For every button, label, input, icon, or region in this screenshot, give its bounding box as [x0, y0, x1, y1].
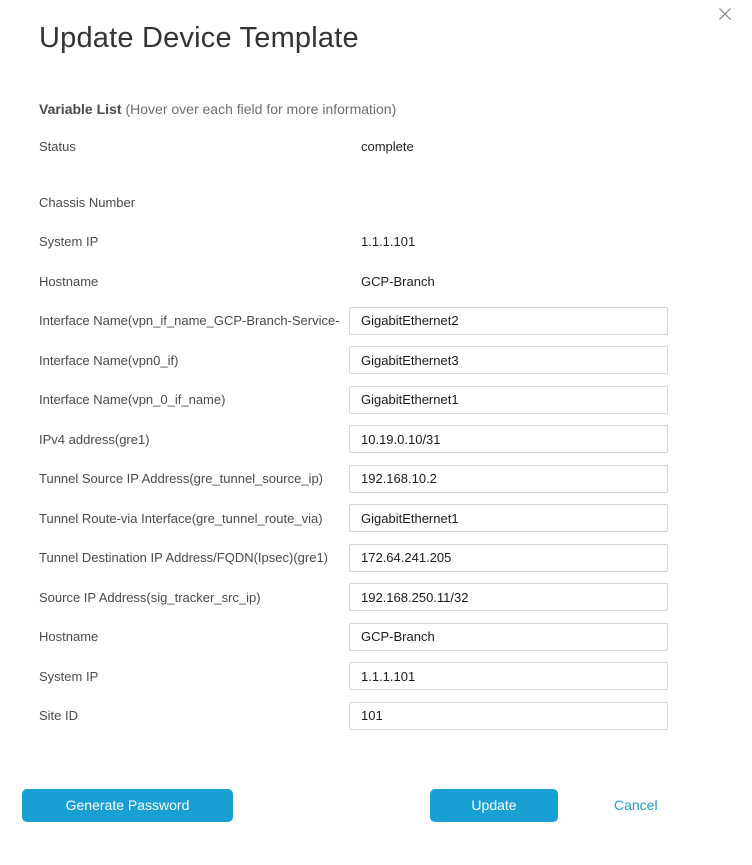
field-input[interactable] — [349, 386, 668, 414]
field-row — [0, 386, 752, 414]
field-label: Tunnel Route-via Interface(gre_tunnel_route_via) — [39, 510, 323, 526]
field-row — [0, 465, 752, 493]
field-row — [0, 228, 752, 256]
field-label: Hostname — [39, 629, 99, 644]
field-label: System IP — [39, 234, 99, 249]
field-label: Site ID — [39, 708, 79, 723]
field-label: Source IP Address(sig_tracker_src_ip) — [39, 589, 261, 605]
field-row — [0, 702, 752, 730]
variable-list-hint: (Hover over each field for more information) — [125, 101, 397, 117]
field-label: Tunnel Destination IP Address/FQDN(Ipsec)(gre1) — [39, 550, 329, 565]
field-row — [0, 504, 752, 532]
field-value: 1.1.1.101 — [361, 234, 416, 249]
field-input[interactable] — [349, 504, 668, 532]
field-row — [0, 346, 752, 374]
field-input[interactable] — [349, 662, 668, 690]
field-label: Interface Name(vpn_if_name_GCP-Branch-Service- — [39, 313, 340, 328]
close-icon — [718, 7, 732, 21]
field-label: Interface Name(vpn0_if) — [39, 352, 179, 368]
field-row — [0, 662, 752, 690]
field-label: Interface Name(vpn_0_if_name) — [39, 392, 226, 407]
page-title: Update Device Template — [39, 22, 359, 54]
field-label: Status — [39, 138, 76, 154]
field-row — [0, 307, 752, 335]
field-rows — [0, 132, 752, 730]
field-row — [0, 544, 752, 572]
field-row — [0, 583, 752, 611]
field-row — [0, 188, 752, 216]
field-row — [0, 267, 752, 295]
field-row — [0, 132, 752, 160]
field-label: Tunnel Source IP Address(gre_tunnel_source_ip) — [39, 471, 324, 486]
field-label: Chassis Number — [39, 194, 136, 210]
field-value: GCP-Branch — [361, 273, 435, 289]
footer — [0, 789, 752, 822]
field-row — [0, 623, 752, 651]
field-label: Hostname — [39, 273, 99, 289]
field-input[interactable] — [349, 346, 668, 374]
field-input[interactable] — [349, 307, 668, 335]
field-input[interactable] — [349, 465, 668, 493]
field-input[interactable] — [349, 583, 668, 611]
variable-list-title: Variable List — [39, 101, 122, 117]
field-row — [0, 425, 752, 453]
field-input[interactable] — [349, 702, 668, 730]
generate-password-button[interactable]: Generate Password — [22, 789, 233, 822]
update-button[interactable]: Update — [430, 789, 558, 822]
close-button[interactable] — [717, 6, 733, 22]
variable-list-header — [39, 101, 752, 117]
field-label: IPv4 address(gre1) — [39, 431, 150, 447]
field-label: System IP — [39, 668, 99, 684]
cancel-link[interactable]: Cancel — [614, 797, 658, 813]
field-input[interactable] — [349, 544, 668, 572]
field-input[interactable] — [349, 623, 668, 651]
field-input[interactable] — [349, 425, 668, 453]
field-value: complete — [361, 138, 414, 154]
